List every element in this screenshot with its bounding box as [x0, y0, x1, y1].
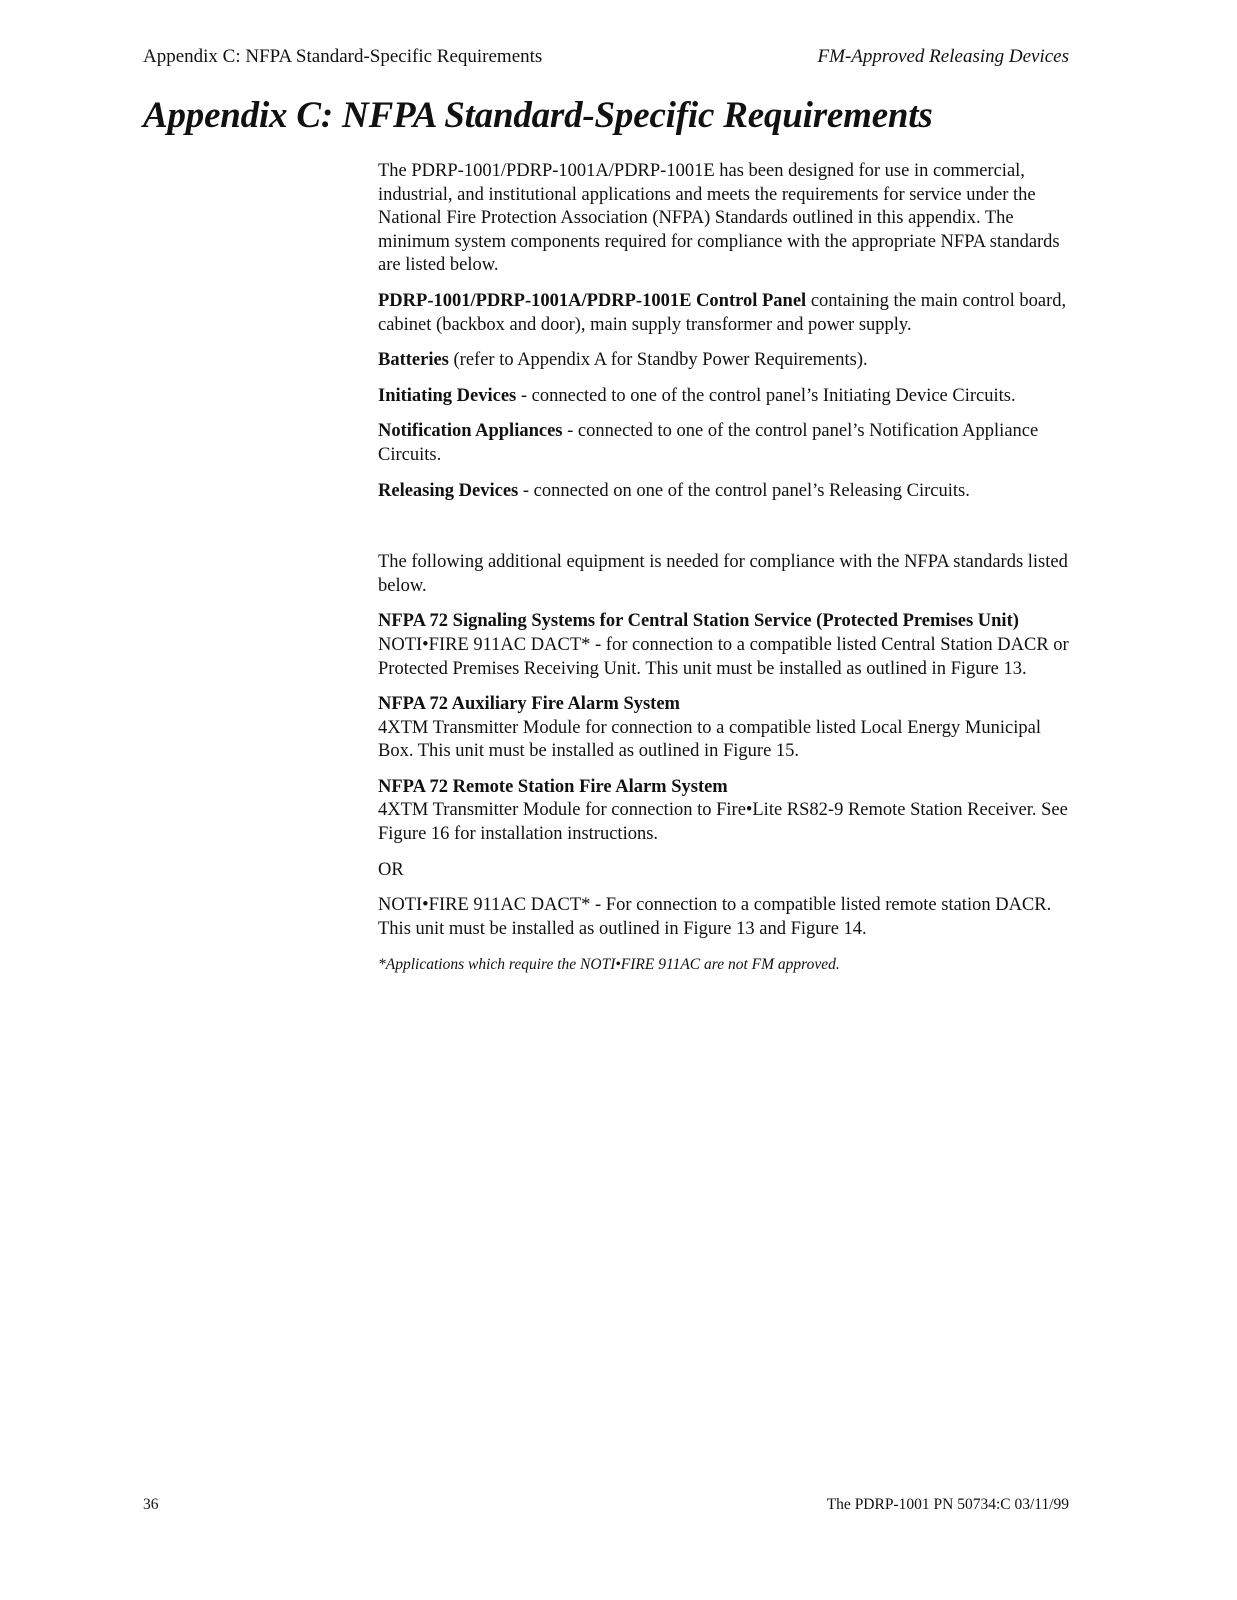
footnote: *Applications which require the NOTI•FIRE 911AC are not FM approved.: [378, 956, 840, 974]
component-batteries: [378, 349, 1070, 373]
component-term: Releasing Devices: [378, 480, 519, 501]
component-control-panel: [378, 290, 1070, 337]
additional-equipment-intro: The following additional equipment is needed for compliance with the NFPA standards listed below.: [378, 552, 1068, 596]
standard-text: 4XTM Transmitter Module for connection to a compatible listed Local Energy Municipal Box. This unit must be installed as outlined in Figure 15.: [378, 717, 1041, 762]
standard-remote-station: [378, 776, 1070, 847]
standard-heading: NFPA 72 Remote Station Fire Alarm System: [378, 776, 728, 797]
standard-text: NOTI•FIRE 911AC DACT* - for connection to a compatible listed Central Station DACR or Protected Premises Receiving Unit. This unit must be installed as outlined in Figure 13.: [378, 634, 1069, 679]
component-initiating-devices: [378, 385, 1070, 409]
component-term: PDRP-1001/PDRP-1001A/PDRP-1001E Control Panel: [378, 290, 807, 311]
running-header: [143, 46, 1069, 68]
component-term: Batteries: [378, 350, 449, 371]
body-column: [378, 160, 1070, 989]
page-title: Appendix C: NFPA Standard-Specific Requirements: [143, 95, 933, 136]
component-text: (refer to Appendix A for Standby Power Requirements).: [448, 350, 868, 371]
standard-central-station: [378, 610, 1070, 681]
standard-text: 4XTM Transmitter Module for connection to Fire•Lite RS82-9 Remote Station Receiver. See Figure 16 for installation instructions.: [378, 800, 1068, 845]
component-term: Initiating Devices: [378, 385, 517, 406]
page-number: 36: [143, 1496, 159, 1513]
component-notification-appliances: [378, 420, 1070, 467]
intro-paragraph: The PDRP-1001/PDRP-1001A/PDRP-1001E has been designed for use in commercial, industrial, and institutional applications and meets the requirements for service under the National Fire Protection Association (NFPA) Standards outlined in this appendix. The minimum system components required for compliance with the appropriate NFPA standards are listed below.: [378, 161, 1060, 276]
component-term: Notification Appliances: [378, 421, 563, 442]
running-footer: [143, 1496, 1069, 1514]
standard-auxiliary: [378, 693, 1070, 764]
header-chapter-title: Appendix C: NFPA Standard-Specific Requirements: [143, 46, 543, 67]
component-text: - connected on one of the control panel’s Releasing Circuits.: [518, 480, 970, 501]
component-text: containing the main control board, cabinet (backbox and door), main supply transformer and power supply.: [378, 290, 1067, 335]
component-text: - connected to one of the control panel’s Notification Appliance Circuits.: [378, 421, 1039, 465]
standard-heading: NFPA 72 Auxiliary Fire Alarm System: [378, 694, 680, 715]
document-id: The PDRP-1001 PN 50734:C 03/11/99: [826, 1496, 1069, 1513]
component-text: - connected to one of the control panel’s Initiating Device Circuits.: [516, 385, 1016, 406]
alternative-option: NOTI•FIRE 911AC DACT* - For connection to a compatible listed remote station DACR. This unit must be installed as outlined in Figure 13 and Figure 14.: [378, 895, 1052, 939]
standard-heading: NFPA 72 Signaling Systems for Central Station Service (Protected Premises Unit): [378, 611, 1019, 632]
component-releasing-devices: [378, 480, 1070, 504]
header-section-title: FM-Approved Releasing Devices: [817, 46, 1069, 67]
or-label: OR: [378, 859, 404, 880]
